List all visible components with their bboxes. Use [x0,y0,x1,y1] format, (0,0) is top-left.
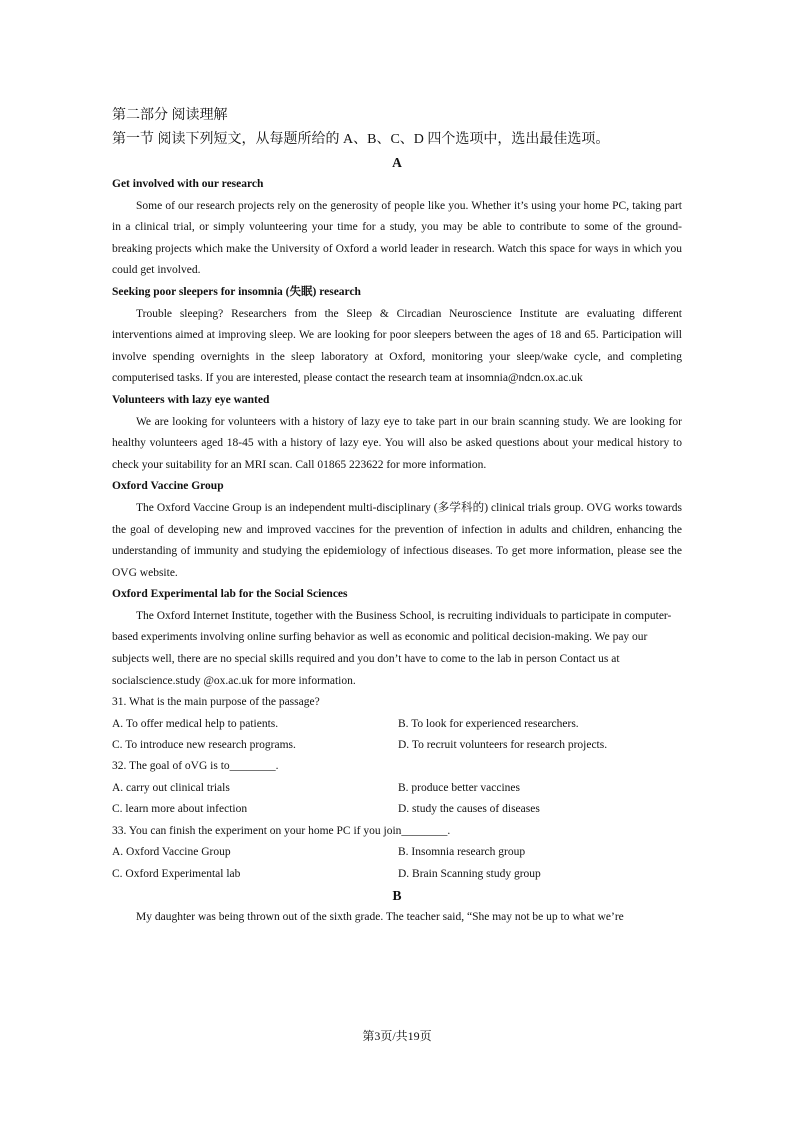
option-c: C. Oxford Experimental lab [112,867,241,880]
passage-b-text: My daughter was being thrown out of the sixth grade. The teacher said, “She may not be up to what we’re [136,910,624,923]
question-stem: 31. What is the main purpose of the passage? [112,696,320,709]
part-heading: 第二部分 阅读理解 [112,108,228,123]
option-d: D. Brain Scanning study group [398,867,541,880]
option-c: C. learn more about infection [112,803,248,816]
page-number: 第3页/共19页 [362,1029,432,1043]
section-text: Some of our research projects rely on the generosity of people like you. Whether it’s using your home PC, taking part in a clinical trial, or simply volunteering your time for a study, you may be able to contribute to some of the ground-breaking projects which make the University of Oxford a world leader in research. Watch this space for ways in which you could get involved. [112,199,682,277]
passage-b-letter: B [392,887,402,903]
section-text: We are looking for volunteers with a history of lazy eye to take part in our brain scanning study. We are looking for healthy volunteers aged 18-45 with a history of lazy eye. You will also be asked questions about your medical history to check your suitability for an MRI scan. Call 01865 223622 for more information. [112,415,682,471]
question-32 [112,756,682,820]
question-31 [112,692,682,756]
section-text: The Oxford Internet Institute, together with the Business School, is recruiting individuals to participate in computer-based experiments involving online surfing behavior as well as economic and political decision-making. We pay our subjects well, there are no special skills required and you don’t have to come to the lab in person Contact us at socialscience.study @ox.ac.uk for more information. [112,609,672,687]
section-text: Trouble sleeping? Researchers from the Sleep & Circadian Neuroscience Institute are evaluating different interventions aimed at improving sleep. We are looking for poor sleepers between the ages of 18 and 65. Participation will involve spending overnights in the sleep laboratory at Oxford, monitoring your sleep/wake cycle, and completing computerised tasks. If you are interested, please contact the research team at insomnia@ndcn.ox.ac.uk [112,307,682,385]
passage-a-letter: A [392,155,402,170]
section-title: Get involved with our research [112,178,264,190]
section-title: Oxford Vaccine Group [112,480,224,493]
option-b: B. Insomnia research group [398,846,526,859]
section-title: Volunteers with lazy eye wanted [112,393,270,406]
section-title: Oxford Experimental lab for the Social Sciences [112,588,348,601]
option-a: A. To offer medical help to patients. [112,717,279,730]
question-stem: 33. You can finish the experiment on your home PC if you join________. [112,824,451,837]
option-c: C. To introduce new research programs. [112,739,296,752]
option-a: A. Oxford Vaccine Group [112,846,231,859]
section-title: Seeking poor sleepers for insomnia (失眠) research [112,285,361,298]
option-a: A. carry out clinical trials [112,781,230,794]
option-b: B. To look for experienced researchers. [398,717,579,730]
question-stem: 32. The goal of oVG is to________. [112,760,279,773]
section-text: The Oxford Vaccine Group is an independent multi-disciplinary (多学科的) clinical trials group. OVG works towards the goal of developing new and improved vaccines for the prevention of infection in adults and children, enhancing the understanding of immunity and studying the epidemiology of infectious diseases. To get more information, please see the OVG website. [112,501,682,579]
option-d: D. study the causes of diseases [398,803,540,816]
option-d: D. To recruit volunteers for research projects. [398,739,608,752]
question-33 [112,821,682,885]
section-instruction: 第一节 阅读下列短文，从每题所给的 A、B、C、D 四个选项中，选出最佳选项。 [112,132,610,147]
option-b: B. produce better vaccines [398,781,520,794]
document-page [112,104,682,929]
